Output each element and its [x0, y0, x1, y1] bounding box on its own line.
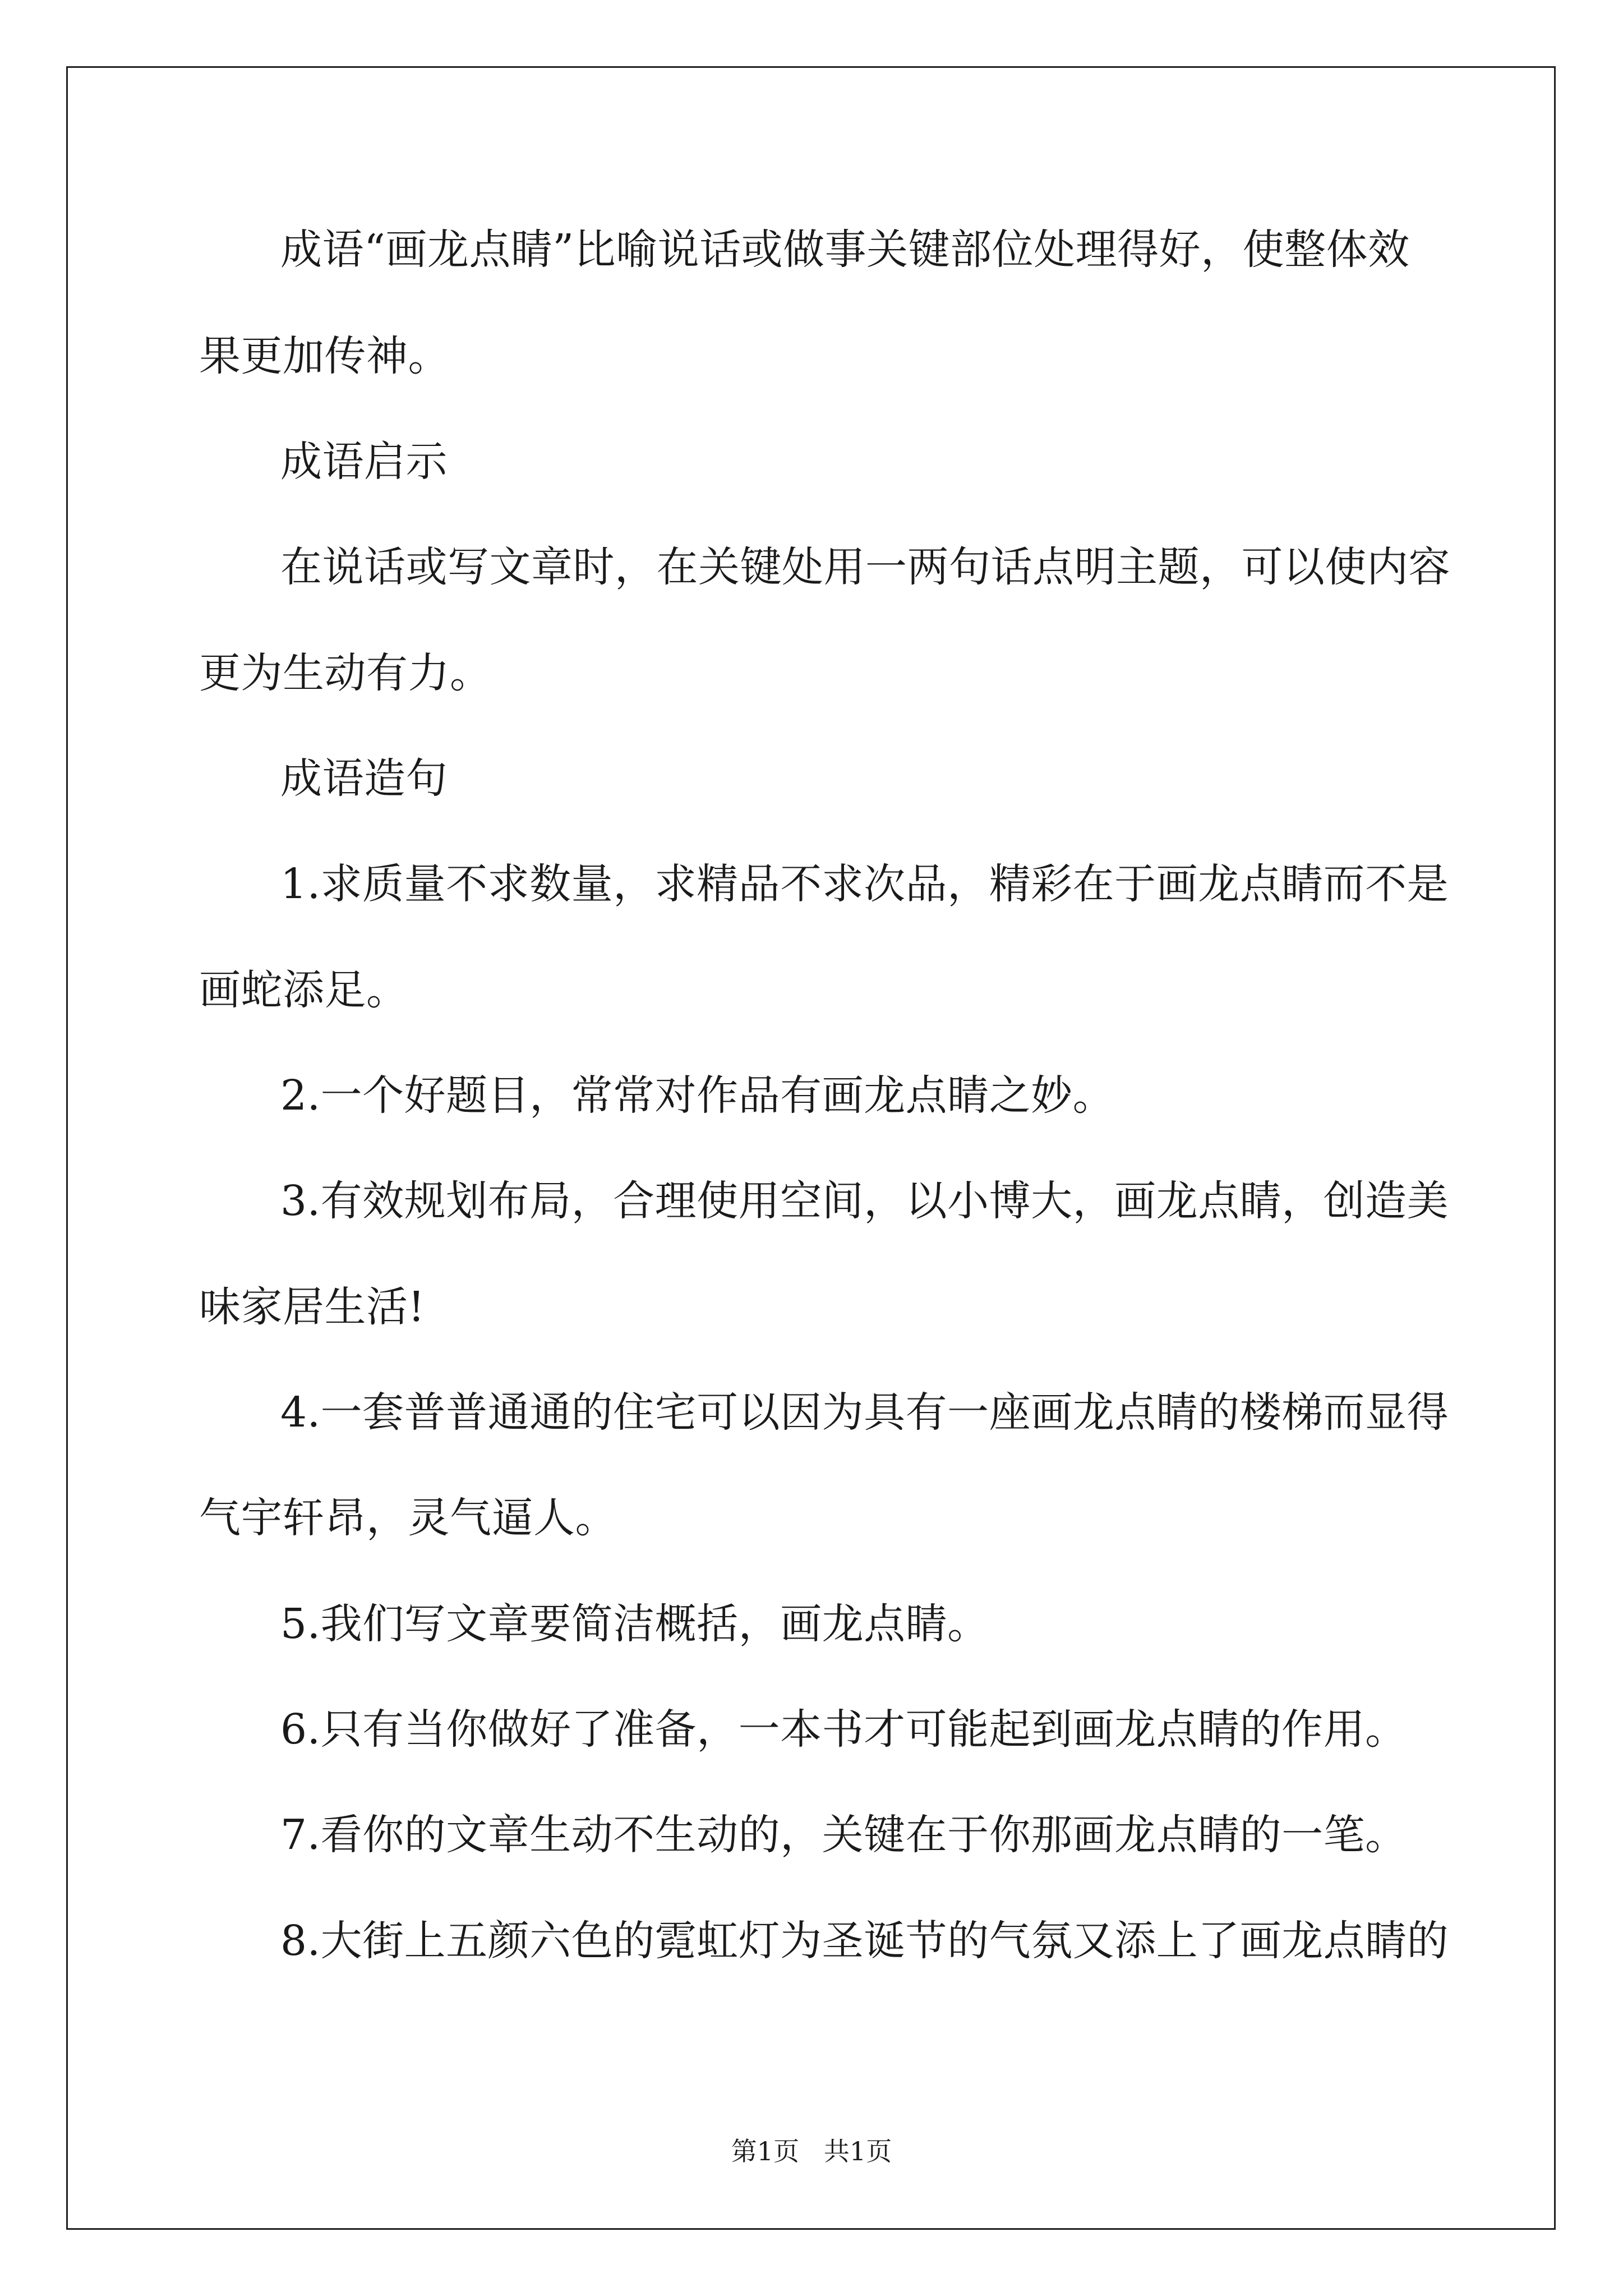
list-item: 7.看你的文章生动不生动的，关键在于你那画龙点睛的一笔。	[280, 1811, 1407, 1859]
list-item: 味家居生活!	[199, 1283, 425, 1331]
paragraph-line: 在说话或写文章时，在关键处用一两句话点明主题，可以使内容	[280, 543, 1450, 591]
paragraph-line: 成语“画龙点睛”比喻说话或做事关键部位处理得好，使整体效	[280, 226, 1410, 274]
list-item: 2.一个好题目，常常对作品有画龙点睛之妙。	[280, 1071, 1115, 1120]
list-item: 6.只有当你做好了准备，一本书才可能起到画龙点睛的作用。	[280, 1705, 1407, 1754]
section-heading: 成语造句	[280, 754, 448, 803]
page-border	[66, 66, 1556, 2230]
list-item: 5.我们写文章要简洁概括，画龙点睛。	[280, 1600, 989, 1648]
page-number-footer: 第1页 共1页	[731, 2136, 892, 2166]
list-item: 1.求质量不求数量，求精品不求次品，精彩在于画龙点睛而不是	[280, 860, 1449, 908]
list-item: 气宇轩昂，灵气逼人。	[199, 1494, 617, 1542]
list-item: 4.一套普普通通的住宅可以因为具有一座画龙点睛的楼梯而显得	[280, 1388, 1449, 1437]
list-item: 画蛇添足。	[199, 966, 408, 1014]
list-item: 3.有效规划布局，合理使用空间，以小博大，画龙点睛，创造美	[280, 1177, 1449, 1225]
list-item: 8.大街上五颜六色的霓虹灯为圣诞节的气氛又添上了画龙点睛的	[280, 1917, 1449, 1965]
paragraph-line: 果更加传神。	[199, 332, 450, 380]
paragraph-line: 更为生动有力。	[199, 649, 492, 697]
section-heading: 成语启示	[280, 438, 448, 486]
